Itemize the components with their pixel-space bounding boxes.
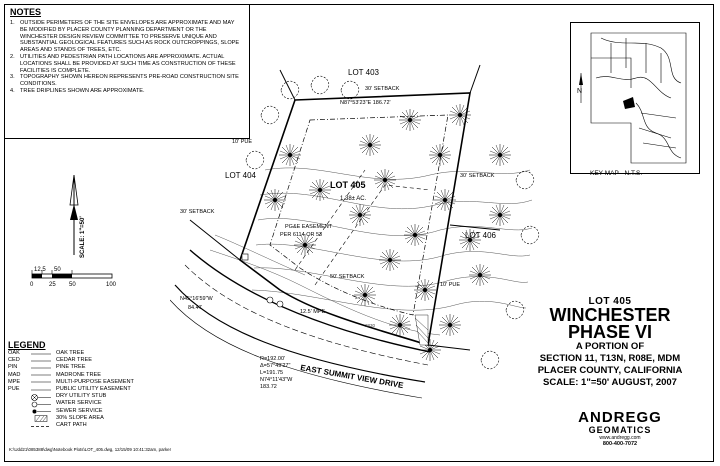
- company-logo: [560, 411, 680, 447]
- note-item: [10, 20, 243, 54]
- slope-area: [415, 315, 428, 345]
- legend-code: PIN: [8, 364, 18, 371]
- title-main: WINCHESTER: [549, 305, 671, 325]
- lot-label: LOT 406: [465, 231, 496, 240]
- legend-text: MULTI-PURPOSE EASEMENT: [56, 378, 134, 385]
- note-number: 3.: [10, 74, 15, 81]
- legend-row: [8, 357, 218, 364]
- scale-tick-bottom: 25: [49, 282, 56, 288]
- title-sub: SECTION 11, T13N, R08E, MDM: [539, 353, 681, 364]
- note-text: TREE DRIPLINES SHOWN ARE APPROXIMATE.: [20, 87, 145, 94]
- legend-row: [8, 400, 218, 407]
- legend-row: [8, 422, 218, 429]
- key-map-label: KEY MAP - N.T.S.: [590, 170, 643, 177]
- legend-symbol-line-icon: [31, 379, 53, 385]
- company-phone: 800-400-7072: [602, 441, 638, 447]
- note-text: TOPOGRAPHY SHOWN HEREON REPRESENTS PRE-ROAD CONSTRUCTION SITE CONDITIONS.: [20, 74, 239, 88]
- lot-405-boundary: [240, 93, 470, 345]
- title-main: PHASE VI: [567, 322, 653, 342]
- legend-text: CEDAR TREE: [56, 357, 92, 364]
- title-sub: PLACER COUNTY, CALIFORNIA: [537, 365, 683, 376]
- legend-row: [8, 350, 218, 357]
- setback-label: 30' SETBACK: [460, 173, 495, 179]
- company-url: www.andregg.com: [599, 435, 641, 441]
- dry-utility-stub-icon: [31, 394, 53, 400]
- water-service-icon: [31, 401, 53, 407]
- legend-text: PINE TREE: [56, 364, 86, 371]
- contour-lines: [210, 168, 532, 335]
- legend-symbol-line-icon: [31, 358, 53, 364]
- notes-title: NOTES: [10, 7, 42, 17]
- lot-label: LOT 405: [330, 180, 366, 190]
- key-north-label: N: [577, 88, 583, 95]
- note-number: 1.: [10, 20, 15, 26]
- mpe-label: 12.5' MPE: [300, 309, 326, 315]
- legend-symbol-line-icon: [31, 387, 53, 393]
- easement-label: PER 6114 OR 53: [280, 232, 323, 238]
- legend-row: [8, 372, 218, 379]
- legend-row: [8, 393, 218, 400]
- setback-label: 50' SETBACK: [330, 274, 365, 280]
- title-sub: SCALE: 1"=50' AUGUST, 2007: [543, 377, 677, 388]
- scale-tick-top: 50: [54, 267, 61, 273]
- curve-data: 183.72: [260, 384, 277, 390]
- note-text: OUTSIDE PERIMETERS OF THE SITE ENVELOPES ARE APPROXIMATE AND MAY BE MODIFIED BY PLACER COUNTY PLANNING DEPARTMENT OR THE WINCHESTER DESIGN REVIEW COMMITTEE TO PRESERVE UNIQUE AND SUBSTANTIAL GEOLOGICAL FEATURES SUCH AS ROCK OUTCROPPINGS, SLOPE AREAS AND STANDS OF TREES, ETC.: [20, 20, 240, 54]
- contour-value: 2830: [365, 323, 376, 328]
- title-block: [508, 296, 712, 389]
- legend-row: [8, 415, 218, 422]
- setback-label: 30' SETBACK: [180, 209, 215, 215]
- lot-label: LOT 403: [348, 68, 379, 77]
- curve-data: L=191.75: [260, 370, 284, 376]
- setback-label: 30' SETBACK: [365, 86, 400, 92]
- legend-row: [8, 379, 218, 386]
- legend-symbol-line-icon: [31, 351, 53, 357]
- pue-label: 10' PUE: [440, 282, 461, 288]
- legend-text: 30% SLOPE AREA: [56, 414, 104, 421]
- lot-area: 1.38± AC.: [340, 196, 367, 202]
- legend-text: WATER SERVICE: [56, 400, 102, 407]
- note-text: UTILITIES AND PEDESTRIAN PATH LOCATIONS ARE APPROXIMATE. ACTUAL LOCATIONS SHALL BE PROVIDED AT SUCH TIME AS CONSTRUCTION OF THESE FACILITIES IS COMPLETE.: [20, 53, 236, 74]
- legend-text: PUBLIC UTILITY EASEMENT: [56, 386, 131, 393]
- legend-row: [8, 386, 218, 393]
- north-arrow-body: [70, 204, 78, 220]
- legend-text: OAK TREE: [56, 350, 85, 356]
- scale-tick-bottom: 100: [106, 282, 117, 288]
- bearing-left: N45°16'59"W: [180, 296, 213, 302]
- company-sub: GEOMATICS: [588, 425, 652, 435]
- company-name: ANDREGG: [578, 409, 662, 426]
- legend-code: CED: [8, 357, 20, 364]
- bearing-left: 84.47: [188, 305, 202, 311]
- curve-data: R=192.00': [260, 356, 286, 362]
- cart-path-icon: [31, 423, 53, 429]
- legend-row: [8, 408, 218, 415]
- lot-label: LOT 404: [225, 171, 256, 180]
- legend-code: MAD: [8, 371, 21, 378]
- legend-title: LEGEND: [8, 340, 46, 350]
- legend-code: MPE: [8, 378, 21, 385]
- legend-code: OAK: [8, 350, 20, 356]
- legend-row: [8, 364, 218, 371]
- title-lot: LOT 405: [588, 296, 632, 307]
- north-arrow-and-scale: [20, 170, 130, 295]
- sewer-service-icon: [31, 408, 53, 414]
- legend-symbol-line-icon: [31, 372, 53, 378]
- key-map-drawing: [571, 23, 699, 173]
- scale-tick-top: 12.5: [34, 267, 46, 273]
- legend-text: SEWER SERVICE: [56, 407, 103, 414]
- utility-stubs: [242, 254, 283, 307]
- legend-symbol-line-icon: [31, 365, 53, 371]
- legend-code: PUE: [8, 386, 20, 393]
- legend-text: CART PATH: [56, 422, 87, 429]
- pue-label: 10' PUE: [232, 139, 253, 145]
- road-name: EAST SUMMIT VIEW DRIVE: [299, 363, 405, 391]
- legend: [8, 340, 218, 429]
- scale-tick-bottom: 50: [69, 282, 76, 288]
- note-number: 2.: [10, 53, 15, 60]
- title-sub: A PORTION OF: [575, 341, 645, 352]
- curve-data: Δ=57°49'27": [260, 363, 291, 369]
- trees: [246, 76, 539, 369]
- file-path: K:\Udd21\085388\dwg\Notebook Plots\LOT_405.dwg, 12/15/09 10:41:32am, parker: [9, 447, 172, 452]
- scale-label: SCALE: 1"=50': [80, 216, 86, 258]
- scale-tick-bottom: 0: [30, 282, 34, 288]
- easement-label: PG&E EASEMENT: [285, 224, 333, 230]
- adjacent-lot-lines: [190, 65, 500, 350]
- slope-hatch-icon: [31, 415, 53, 421]
- bearing-top: N87°53'23"E 186.72': [340, 100, 391, 106]
- lot-405-location-marker: [623, 97, 635, 109]
- curve-data: N74°11'43"W: [260, 377, 293, 383]
- note-number: 4.: [10, 87, 15, 94]
- legend-text: DRY UTILITY STUB: [56, 393, 107, 400]
- legend-text: MADRONE TREE: [56, 371, 101, 378]
- key-map: [570, 22, 700, 174]
